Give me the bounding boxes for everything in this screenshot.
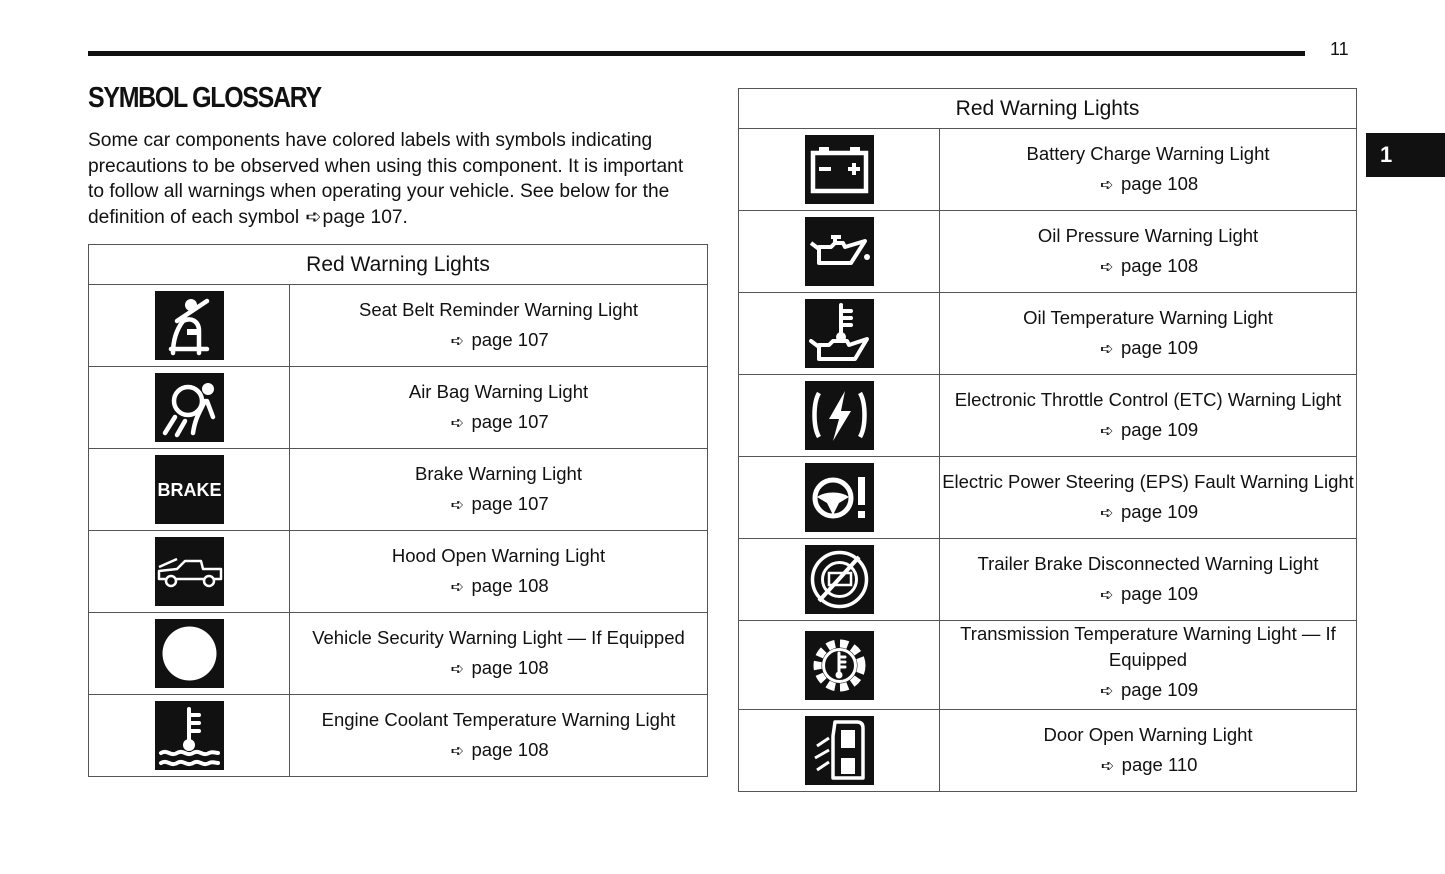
seat-belt-icon — [155, 291, 224, 360]
page-ref-arrow-icon: ➪ — [450, 742, 465, 760]
page-ref-text[interactable]: page 108 — [471, 656, 549, 678]
table-row — [739, 457, 1357, 539]
door-open-icon — [805, 716, 874, 785]
table-row — [739, 211, 1357, 293]
page-ref-link[interactable] — [940, 169, 1356, 201]
page-ref-link[interactable] — [940, 251, 1356, 283]
intro-text: Some car components have colored labels with symbols indicating precautions to be observed when using this component. It is important to follow all warnings when operating your vehicle. See below for the definition of each symbol — [88, 130, 684, 228]
coolant-temperature-icon — [155, 701, 224, 770]
page-ref-arrow-icon: ➪ — [1100, 340, 1114, 358]
page-ref-text[interactable]: page 109 — [1120, 582, 1199, 604]
page-ref-link[interactable] — [290, 735, 707, 767]
hood-open-icon — [155, 537, 224, 606]
page-ref-arrow-icon: ➪ — [1100, 586, 1114, 604]
page-ref-arrow-icon: ➪ — [1100, 422, 1114, 440]
intro-page-ref[interactable]: page 107. — [322, 206, 408, 228]
warning-label: Oil Temperature Warning Light — [1023, 306, 1273, 328]
page-ref-text[interactable]: page 107 — [471, 492, 549, 514]
page-ref-text[interactable]: page 108 — [1120, 172, 1199, 194]
table-row — [739, 621, 1357, 710]
page-title: SYMBOL GLOSSARY — [88, 82, 321, 114]
table-row — [89, 531, 708, 613]
page-ref-text[interactable]: page 107 — [471, 328, 549, 350]
page-ref-text[interactable]: page 109 — [1120, 336, 1199, 358]
page-number: 11 — [1330, 39, 1349, 59]
table-row — [89, 367, 708, 449]
warning-label: Oil Pressure Warning Light — [1037, 224, 1259, 246]
throttle-control-icon — [805, 381, 874, 450]
page-ref-text[interactable]: page 110 — [1121, 753, 1198, 775]
page-ref-arrow-icon: ➪ — [305, 206, 322, 228]
table-row — [739, 293, 1357, 375]
battery-icon — [805, 135, 874, 204]
chapter-tab[interactable]: 1 — [1366, 133, 1445, 177]
page-ref-arrow-icon: ➪ — [1100, 504, 1114, 522]
warning-label: Engine Coolant Temperature Warning Light — [321, 708, 676, 730]
page-ref-link[interactable] — [290, 653, 707, 685]
top-rule — [88, 51, 1305, 56]
page-ref-text[interactable]: page 107 — [471, 410, 549, 432]
warning-label: Electronic Throttle Control (ETC) Warning Light — [954, 388, 1342, 410]
table-row — [739, 129, 1357, 211]
page-ref-text[interactable]: page 109 — [1120, 418, 1199, 440]
page-ref-link[interactable] — [940, 415, 1356, 447]
warning-label: Electric Power Steering (EPS) Fault Warning Light — [942, 470, 1354, 492]
brake-icon — [155, 455, 224, 524]
page-ref-text[interactable]: page 108 — [471, 738, 549, 760]
page-ref-link[interactable] — [290, 325, 707, 357]
table-row — [89, 285, 708, 367]
page-ref-arrow-icon: ➪ — [450, 496, 465, 514]
left-warning-table — [88, 244, 708, 777]
transmission-temperature-icon — [805, 631, 874, 700]
page-ref-arrow-icon: ➪ — [1100, 683, 1114, 700]
table-header: Red Warning Lights — [89, 245, 708, 285]
page-ref-link[interactable] — [290, 571, 707, 603]
page-ref-arrow-icon: ➪ — [450, 332, 465, 350]
warning-label: Air Bag Warning Light — [408, 380, 589, 402]
warning-label: Hood Open Warning Light — [391, 544, 606, 566]
page-ref-text[interactable]: page 109 — [1120, 500, 1199, 522]
page-ref-text[interactable]: page 109 — [1120, 679, 1199, 700]
vehicle-security-icon — [155, 619, 224, 688]
page-ref-link[interactable] — [940, 673, 1356, 709]
trailer-brake-icon — [805, 545, 874, 614]
page-ref-arrow-icon: ➪ — [1100, 176, 1114, 194]
page-ref-link[interactable] — [940, 579, 1356, 611]
warning-label: Door Open Warning Light — [1043, 723, 1253, 745]
warning-label: Battery Charge Warning Light — [1026, 142, 1270, 164]
page-ref-arrow-icon: ➪ — [450, 660, 465, 678]
oil-pressure-icon — [805, 217, 874, 286]
page-ref-text[interactable]: page 108 — [1120, 254, 1199, 276]
right-warning-table — [738, 88, 1357, 792]
warning-label: Seat Belt Reminder Warning Light — [358, 298, 638, 320]
table-row — [739, 539, 1357, 621]
page-ref-link[interactable] — [940, 497, 1356, 529]
table-row — [89, 695, 708, 777]
page-ref-arrow-icon: ➪ — [1100, 258, 1114, 276]
brake-icon-text: BRAKE — [156, 480, 222, 500]
power-steering-icon — [805, 463, 874, 532]
page-ref-link[interactable] — [940, 750, 1356, 782]
table-row — [739, 710, 1357, 792]
table-row — [89, 449, 708, 531]
intro-paragraph — [88, 128, 698, 230]
warning-label: Trailer Brake Disconnected Warning Light — [977, 552, 1319, 574]
page-ref-link[interactable] — [290, 407, 707, 439]
table-header: Red Warning Lights — [739, 89, 1357, 129]
page-ref-link[interactable] — [940, 333, 1356, 365]
page-ref-text[interactable]: page 108 — [471, 574, 549, 596]
oil-temperature-icon — [805, 299, 874, 368]
page-ref-arrow-icon: ➪ — [1100, 757, 1115, 775]
table-row — [89, 613, 708, 695]
page-ref-arrow-icon: ➪ — [450, 414, 465, 432]
warning-label: Transmission Temperature Warning Light — If Equipped — [960, 623, 1336, 670]
page-ref-link[interactable] — [290, 489, 707, 521]
air-bag-icon — [155, 373, 224, 442]
warning-label: Vehicle Security Warning Light — If Equipped — [312, 626, 685, 648]
warning-label: Brake Warning Light — [415, 462, 582, 484]
table-row — [739, 375, 1357, 457]
page-ref-arrow-icon: ➪ — [450, 578, 465, 596]
